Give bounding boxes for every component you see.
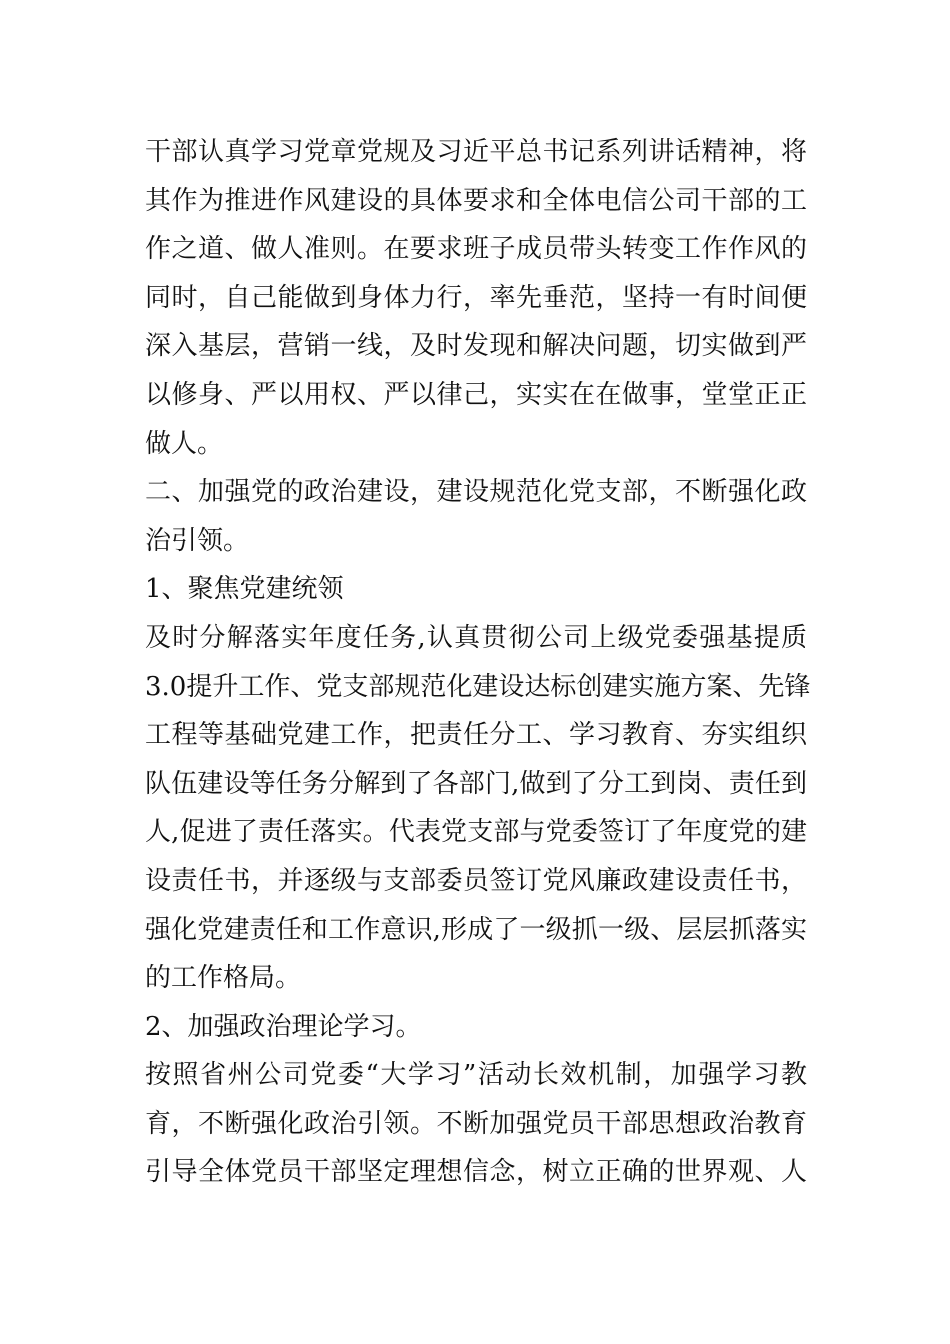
text-line: 设责任书，并逐级与支部委员签订党风廉政建设责任书，: [145, 865, 807, 896]
text-line: 以修身、严以用权、严以律己，实实在在做事，堂堂正正: [145, 379, 807, 410]
text-line: 其作为推进作风建设的具体要求和全体电信公司干部的工: [145, 185, 807, 216]
text-line: 人,促进了责任落实。代表党支部与党委签订了年度党的建: [145, 817, 807, 848]
text-line: 深入基层，营销一线，及时发现和解决问题，切实做到严: [145, 331, 807, 362]
section-heading: 治引领。: [145, 525, 250, 556]
subsection-heading: 1、聚焦党建统领: [145, 574, 344, 605]
text-line: 做人。: [145, 428, 224, 459]
text-line: 及时分解落实年度任务,认真贯彻公司上级党委强基提质: [145, 622, 807, 653]
text-line: 3.0提升工作、党支部规范化建设达标创建实施方案、先锋: [145, 671, 811, 702]
text-line: 队伍建设等任务分解到了各部门,做到了分工到岗、责任到: [145, 768, 807, 799]
text-line: 的工作格局。: [145, 963, 302, 994]
text-line: 按照省州公司党委“大学习”活动长效机制，加强学习教: [145, 1060, 807, 1091]
text-line: 育，不断强化政治引领。不断加强党员干部思想政治教育: [145, 1108, 807, 1139]
subsection-heading: 2、加强政治理论学习。: [145, 1011, 422, 1042]
text-line: 作之道、做人准则。在要求班子成员带头转变工作作风的: [145, 234, 807, 265]
text-line: 强化党建责任和工作意识,形成了一级抓一级、层层抓落实: [145, 914, 807, 945]
text-line: 工程等基础党建工作，把责任分工、学习教育、夯实组织: [145, 720, 807, 751]
section-heading: 二、加强党的政治建设，建设规范化党支部，不断强化政: [145, 477, 807, 508]
text-line: 干部认真学习党章党规及习近平总书记系列讲话精神，将: [145, 137, 807, 167]
document-body: [145, 128, 811, 1197]
text-line: 引导全体党员干部坚定理想信念，树立正确的世界观、人: [145, 1157, 807, 1188]
text-line: 同时，自己能做到身体力行，率先垂范，坚持一有时间便: [145, 282, 807, 313]
